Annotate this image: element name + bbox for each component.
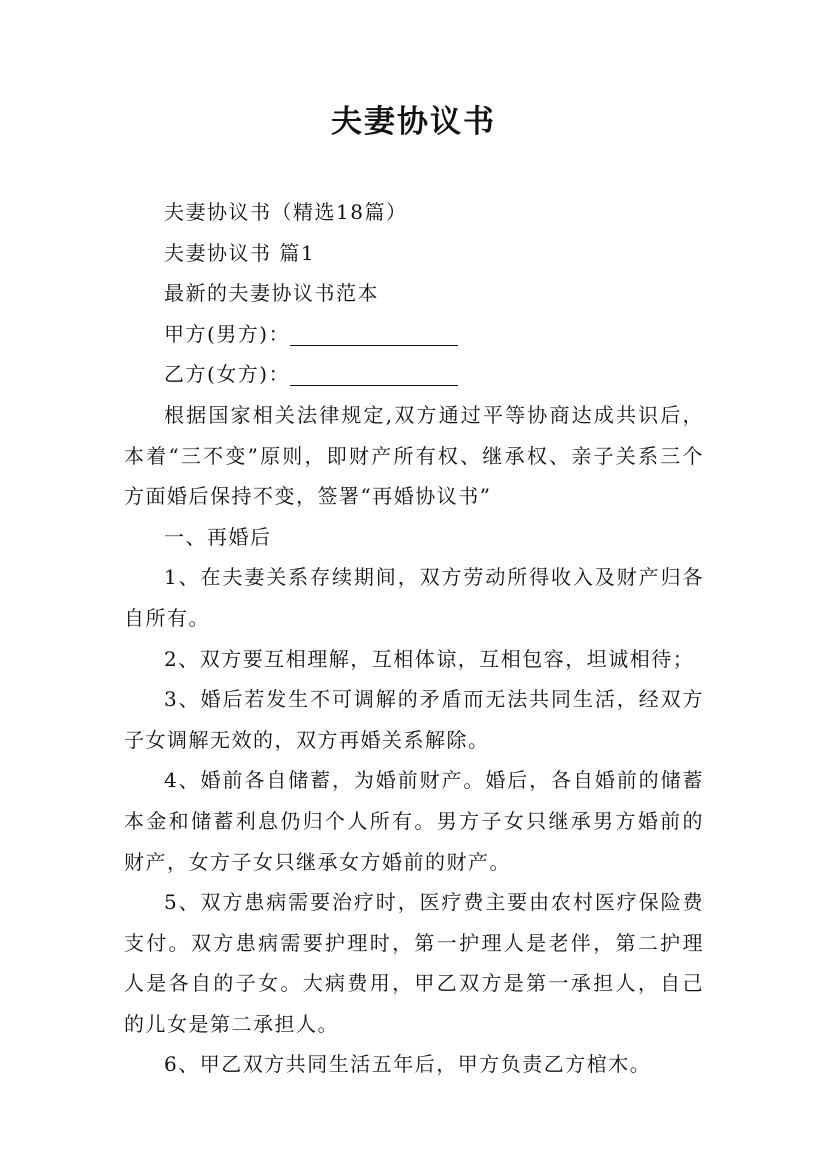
heading-one: 一、再婚后	[164, 524, 272, 549]
party-b-blank	[290, 365, 458, 386]
preamble-paragraph: 根据国家相关法律规定,双方通过平等协商达成共识后，本着“三不变”原则，即财产所有权、继承权、亲子关系三个方面婚后保持不变，签署“再婚协议书”	[124, 402, 704, 509]
document-body	[124, 192, 704, 1085]
clause-1: 1、在夫妻关系存续期间，双方劳动所得收入及财产归各自所有。	[124, 565, 704, 630]
clause-5: 5、双方患病需要治疗时，医疗费主要由农村医疗保险费支付。双方患病需要护理时，第一护理人是老伴，第二护理人是各自的子女。大病费用，甲乙双方是第一承担人，自己的儿女是第二承担人。	[124, 890, 704, 1036]
party-b-line	[124, 354, 704, 395]
section-heading: 夫妻协议书 篇1	[164, 240, 316, 265]
party-a-label: 甲方(男方)：	[164, 321, 291, 346]
party-a-blank	[290, 325, 458, 346]
clause-2: 2、双方要互相理解，互相体谅，互相包容，坦诚相待；	[164, 646, 695, 671]
subtitle-paragraph: 夫妻协议书（精选18篇）	[164, 200, 408, 224]
clause-3: 3、婚后若发生不可调解的矛盾而无法共同生活，经双方子女调解无效的，双方再婚关系解除。	[124, 687, 704, 752]
party-b-label: 乙方(女方)：	[164, 362, 291, 387]
clause-4: 4、婚前各自储蓄，为婚前财产。婚后，各自婚前的储蓄本金和储蓄利息仍归个人所有。男方子女只继承男方婚前的财产，女方子女只继承女方婚前的财产。	[124, 768, 704, 874]
document-title: 夫妻协议书	[331, 104, 496, 140]
template-title: 最新的夫妻协议书范本	[164, 281, 379, 306]
clause-6: 6、甲乙双方共同生活五年后，甲方负责乙方棺木。	[164, 1052, 652, 1077]
party-a-line	[124, 314, 704, 355]
